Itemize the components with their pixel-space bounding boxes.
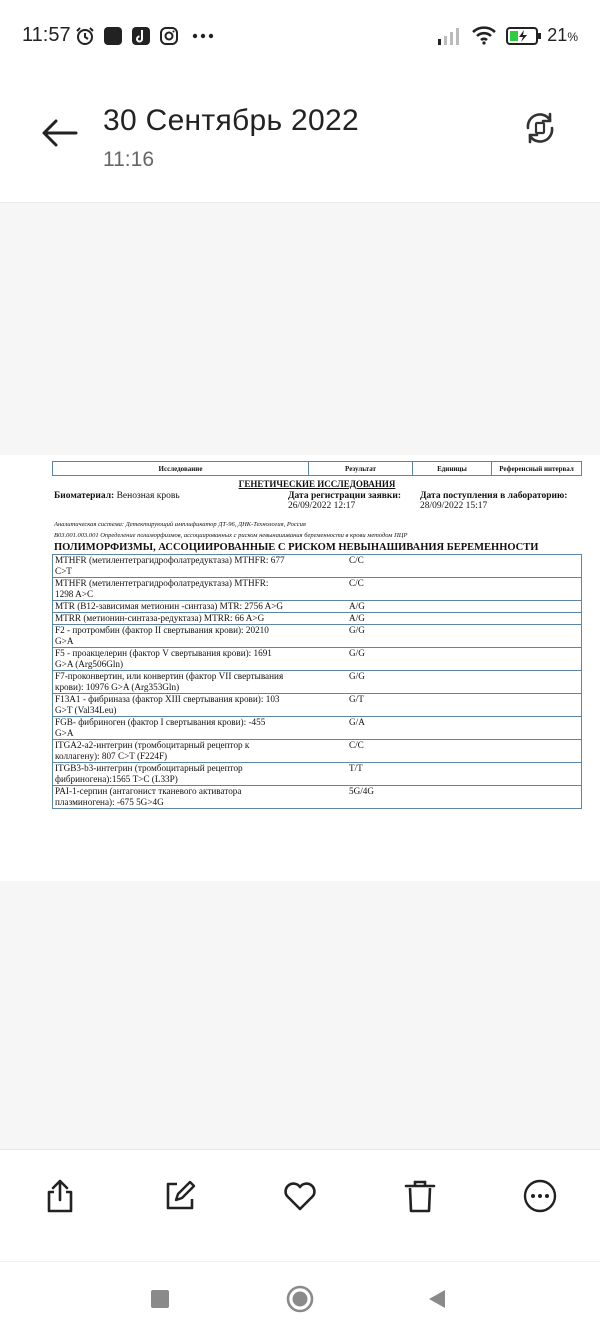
row-study-line1: MTHFR (метилентетрагидрофолатредуктаза) MTHFR: [55, 578, 269, 588]
back-icon[interactable] [426, 1288, 448, 1310]
app-icon [103, 26, 123, 46]
battery-charging-icon [506, 26, 542, 46]
row-study-line1: F13A1 - фибриназа (фактор XIII свертывания крови): 103 [55, 694, 280, 704]
delete-icon[interactable] [402, 1178, 438, 1214]
row-study-name [53, 694, 327, 716]
result-row [52, 613, 582, 625]
arrival-value: 28/09/2022 15:17 [420, 501, 488, 511]
row-study-line2: крови): 10976 G>A (Arg353Gln) [55, 682, 180, 692]
result-row [52, 786, 582, 809]
row-result: A/G [349, 601, 365, 611]
report-header-table [52, 461, 582, 476]
result-row [52, 694, 582, 717]
row-result: G/A [349, 717, 365, 727]
result-row [52, 740, 582, 763]
rotate-icon[interactable] [520, 108, 560, 148]
home-icon[interactable] [286, 1285, 314, 1313]
biomaterial-label: Биоматериал: [54, 491, 115, 501]
status-time: 11:57 [22, 24, 71, 46]
col-reference: Референсный интервал [492, 462, 582, 476]
panel-title: ПОЛИМОРФИЗМЫ, АССОЦИИРОВАННЫЕ С РИСКОМ НЕВЫНАШИВАНИЯ БЕРЕМЕННОСТИ [54, 542, 539, 553]
row-study-name [53, 555, 327, 577]
results-list [52, 554, 582, 809]
row-study-line1: ITGB3-b3-интегрин (тромбоцитарный рецептор [55, 763, 243, 773]
row-result: T/T [349, 763, 363, 773]
result-row [52, 648, 582, 671]
row-study-line2: G>A [55, 728, 74, 738]
image-viewer[interactable] [0, 202, 600, 1150]
status-bar [0, 0, 600, 72]
row-study-line2: C>T [55, 566, 72, 576]
row-study-name [53, 625, 327, 647]
method-description: B03.001.003.001 Определение полиморфизмов, ассоциированных с риском невынашивания беременности в крови методом ПЦР [54, 532, 408, 539]
row-study-line1: F7-проконвертин, или конвертин (фактор VII свертывания [55, 671, 284, 681]
row-study-line1: FGB- фибриноген (фактор I свертывания крови): -455 [55, 717, 266, 727]
row-study-line2: G>T (Val34Leu) [55, 705, 117, 715]
row-result: C/C [349, 740, 364, 750]
row-study-line1: PAI-1-серпин (антагонист тканевого активатора [55, 786, 242, 796]
row-study-line1: F2 - протромбин (фактор II свертывания крови): 20210 [55, 625, 269, 635]
row-study-name [53, 717, 327, 739]
instagram-icon [159, 26, 179, 46]
section-title: ГЕНЕТИЧЕСКИЕ ИССЛЕДОВАНИЯ [238, 479, 396, 489]
favorite-icon[interactable] [282, 1178, 318, 1214]
row-study-line1: MTRR (метионин-синтаза-редуктаза) MTRR: 66 A>G [55, 613, 265, 623]
battery-percent: 21% [547, 25, 578, 45]
action-bar [0, 1149, 600, 1262]
tiktok-icon [131, 26, 151, 46]
col-units: Единицы [413, 462, 492, 476]
row-study-line2: G>A (Arg506Gln) [55, 659, 124, 669]
result-row [52, 763, 582, 786]
row-study-line1: MTR (B12-зависимая метионин -синтаза) MTR: 2756 A>G [55, 601, 284, 611]
edit-icon[interactable] [162, 1178, 198, 1214]
row-result: G/G [349, 648, 365, 658]
page-subtitle: 11:16 [103, 148, 154, 171]
arrow-left-icon[interactable] [40, 118, 80, 148]
recents-icon[interactable] [150, 1289, 170, 1309]
row-result: 5G/4G [349, 786, 375, 796]
registration-label: Дата регистрации заявки: [288, 491, 402, 501]
row-result: G/T [349, 694, 364, 704]
row-result: G/G [349, 625, 365, 635]
row-study-name [53, 740, 327, 762]
system-navigation-bar [0, 1261, 600, 1333]
row-study-name [53, 671, 327, 693]
row-study-line2: коллагену): 807 C>T (F224F) [55, 751, 168, 761]
row-study-name [53, 648, 327, 670]
share-icon[interactable] [42, 1178, 78, 1214]
row-study-line2: 1298 A>C [55, 589, 94, 599]
row-study-name [53, 601, 327, 612]
row-study-line1: ITGA2-a2-интегрин (тромбоцитарный рецептор к [55, 740, 250, 750]
report-meta [52, 491, 582, 519]
row-result: C/C [349, 555, 364, 565]
result-row [52, 671, 582, 694]
row-study-name [53, 763, 327, 785]
row-result: A/G [349, 613, 365, 623]
signal-icon [437, 27, 463, 45]
alarm-icon [75, 26, 95, 46]
result-row [52, 625, 582, 648]
result-row [52, 555, 582, 578]
biomaterial-value: Венозная кровь [116, 491, 180, 501]
row-study-name [53, 786, 327, 808]
document-photo [0, 455, 600, 881]
row-result: G/G [349, 671, 365, 681]
more-icon [192, 33, 214, 39]
registration-value: 26/09/2022 12:17 [288, 501, 356, 511]
col-result: Результат [309, 462, 413, 476]
top-app-bar [0, 72, 600, 202]
row-study-line2: плазминогена): -675 5G>4G [55, 797, 164, 807]
col-study: Исследование [53, 462, 309, 476]
row-study-name [53, 613, 327, 624]
row-result: C/C [349, 578, 364, 588]
lab-report [52, 461, 582, 809]
result-row [52, 578, 582, 601]
wifi-icon [471, 25, 497, 45]
row-study-line1: F5 - проакцелерин (фактор V свертывания крови): 1691 [55, 648, 272, 658]
more-options-icon[interactable] [522, 1178, 558, 1214]
row-study-name [53, 578, 327, 600]
page-title: 30 Сентябрь 2022 [103, 104, 359, 137]
analytic-system: Аналитическая система: Детектирующий амплификатор ДТ-96, ДНК-Технология, Россия [54, 521, 306, 528]
arrival-label: Дата поступления в лабораторию: [420, 491, 568, 501]
result-row [52, 601, 582, 613]
result-row [52, 717, 582, 740]
row-study-line2: G>A [55, 636, 74, 646]
row-study-line1: MTHFR (метилентетрагидрофолатредуктаза) MTHFR: 677 [55, 555, 285, 565]
row-study-line2: фибриногена):1565 T>C (L33P) [55, 774, 178, 784]
